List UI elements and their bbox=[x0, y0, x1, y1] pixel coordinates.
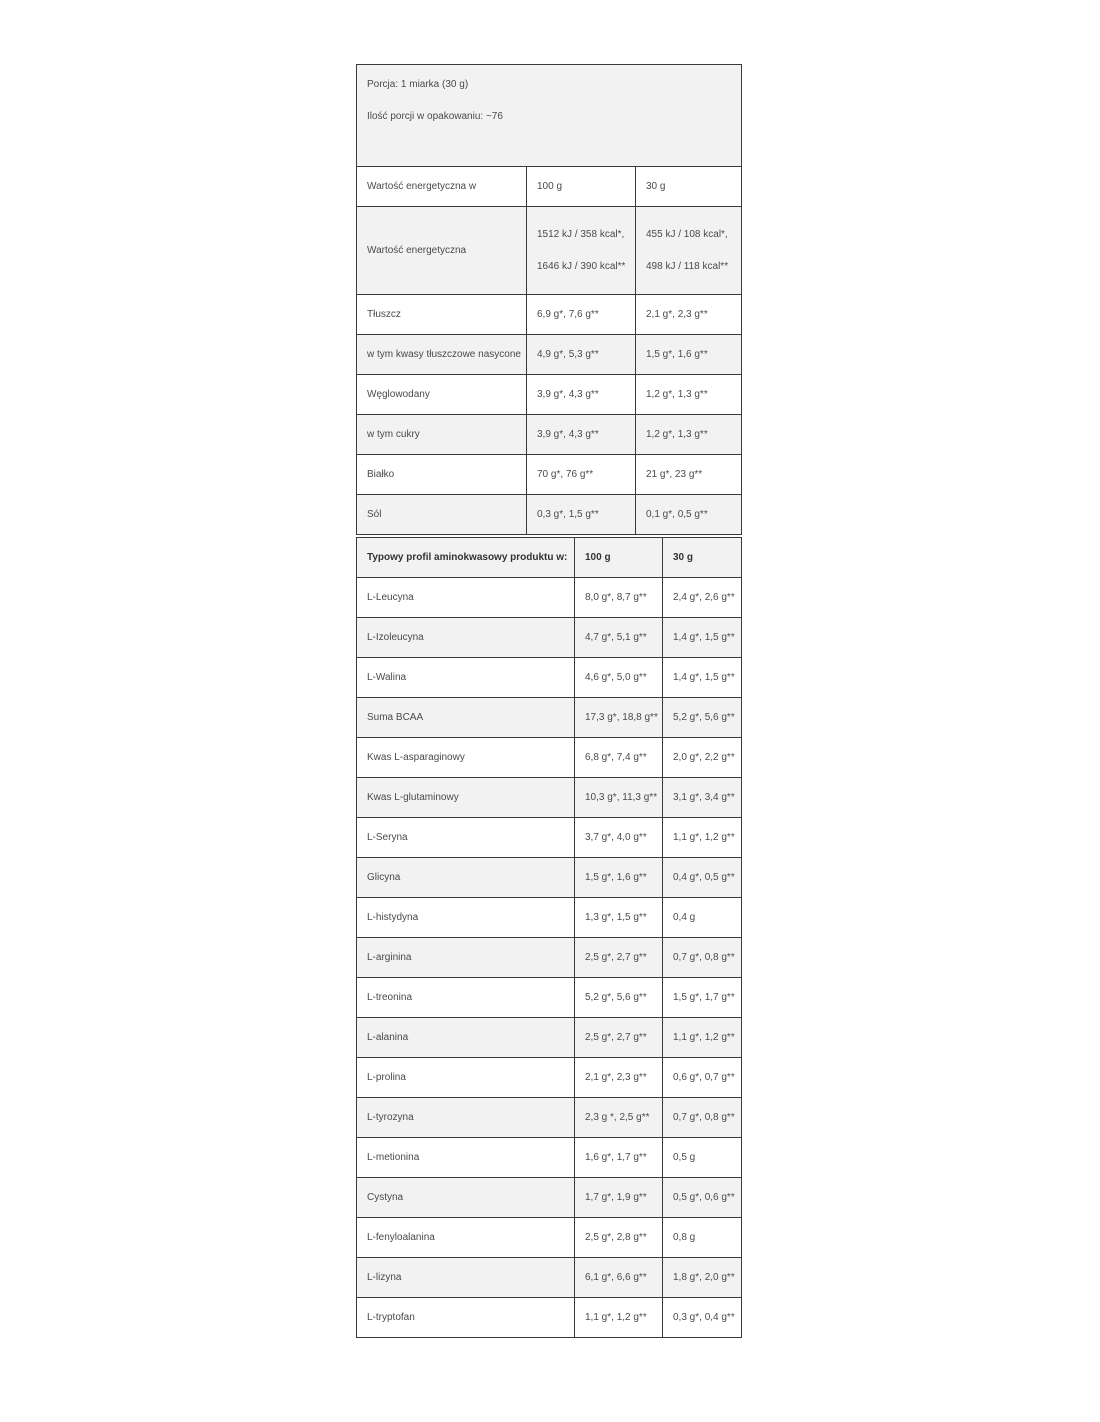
amino-30g: 0,4 g bbox=[663, 898, 742, 938]
amino-30g: 0,6 g*, 0,7 g** bbox=[663, 1058, 742, 1098]
nutrition-header-row bbox=[357, 167, 742, 207]
amino-row bbox=[357, 978, 742, 1018]
amino-row bbox=[357, 1138, 742, 1178]
nutrition-30g: 1,2 g*, 1,3 g** bbox=[636, 375, 742, 415]
amino-row bbox=[357, 1298, 742, 1338]
amino-row bbox=[357, 1098, 742, 1138]
amino-100g: 2,5 g*, 2,8 g** bbox=[575, 1218, 663, 1258]
amino-30g: 5,2 g*, 5,6 g** bbox=[663, 698, 742, 738]
amino-label: Glicyna bbox=[357, 858, 575, 898]
nutrition-row bbox=[357, 295, 742, 335]
portion-info-row bbox=[357, 65, 742, 167]
amino-100g: 2,5 g*, 2,7 g** bbox=[575, 1018, 663, 1058]
amino-row bbox=[357, 818, 742, 858]
amino-row bbox=[357, 618, 742, 658]
amino-label: L-Leucyna bbox=[357, 578, 575, 618]
amino-100g: 1,1 g*, 1,2 g** bbox=[575, 1298, 663, 1338]
energy-label: Wartość energetyczna bbox=[357, 207, 527, 295]
amino-30g: 0,7 g*, 0,8 g** bbox=[663, 938, 742, 978]
amino-100g: 6,8 g*, 7,4 g** bbox=[575, 738, 663, 778]
nutrition-label: w tym cukry bbox=[357, 415, 527, 455]
amino-row bbox=[357, 1058, 742, 1098]
amino-row bbox=[357, 1018, 742, 1058]
amino-label: Kwas L-glutaminowy bbox=[357, 778, 575, 818]
amino-label: L-Seryna bbox=[357, 818, 575, 858]
nutrition-100g: 3,9 g*, 4,3 g** bbox=[527, 415, 636, 455]
amino-100g: 4,6 g*, 5,0 g** bbox=[575, 658, 663, 698]
amino-30g: 0,5 g bbox=[663, 1138, 742, 1178]
nutrition-30g: 1,5 g*, 1,6 g** bbox=[636, 335, 742, 375]
amino-label: Cystyna bbox=[357, 1178, 575, 1218]
nutrition-100g: 3,9 g*, 4,3 g** bbox=[527, 375, 636, 415]
amino-label: Kwas L-asparaginowy bbox=[357, 738, 575, 778]
amino-label: L-tryptofan bbox=[357, 1298, 575, 1338]
amino-row bbox=[357, 1218, 742, 1258]
amino-100g: 8,0 g*, 8,7 g** bbox=[575, 578, 663, 618]
amino-label: L-Walina bbox=[357, 658, 575, 698]
amino-100g: 3,7 g*, 4,0 g** bbox=[575, 818, 663, 858]
nutrition-row bbox=[357, 415, 742, 455]
portion-size: Porcja: 1 miarka (30 g) bbox=[367, 79, 469, 90]
nutrition-table bbox=[356, 64, 742, 535]
amino-label: L-arginina bbox=[357, 938, 575, 978]
nutrition-label: Sól bbox=[357, 495, 527, 535]
nutrition-col-label: Wartość energetyczna w bbox=[357, 167, 527, 207]
amino-100g: 1,5 g*, 1,6 g** bbox=[575, 858, 663, 898]
energy-100g-line1: 1512 kJ / 358 kcal*, bbox=[537, 228, 625, 240]
amino-acid-table bbox=[356, 537, 742, 1338]
amino-30g: 2,0 g*, 2,2 g** bbox=[663, 738, 742, 778]
amino-30g: 3,1 g*, 3,4 g** bbox=[663, 778, 742, 818]
amino-row bbox=[357, 938, 742, 978]
amino-header-row bbox=[357, 538, 742, 578]
servings-count: Ilość porcji w opakowaniu: ~76 bbox=[367, 111, 503, 122]
portion-info-cell bbox=[357, 65, 742, 167]
amino-100g: 17,3 g*, 18,8 g** bbox=[575, 698, 663, 738]
energy-30g-line2: 498 kJ / 118 kcal** bbox=[646, 260, 729, 272]
amino-label: L-lizyna bbox=[357, 1258, 575, 1298]
amino-30g: 0,7 g*, 0,8 g** bbox=[663, 1098, 742, 1138]
amino-label: L-prolina bbox=[357, 1058, 575, 1098]
energy-30g bbox=[636, 207, 742, 295]
amino-label: L-fenyloalanina bbox=[357, 1218, 575, 1258]
nutrition-100g: 70 g*, 76 g** bbox=[527, 455, 636, 495]
amino-100g: 1,6 g*, 1,7 g** bbox=[575, 1138, 663, 1178]
energy-100g bbox=[527, 207, 636, 295]
amino-30g: 1,8 g*, 2,0 g** bbox=[663, 1258, 742, 1298]
amino-100g: 2,5 g*, 2,7 g** bbox=[575, 938, 663, 978]
nutrition-row bbox=[357, 455, 742, 495]
amino-row bbox=[357, 898, 742, 938]
amino-30g: 1,1 g*, 1,2 g** bbox=[663, 1018, 742, 1058]
amino-30g: 0,8 g bbox=[663, 1218, 742, 1258]
nutrition-row bbox=[357, 375, 742, 415]
nutrition-30g: 0,1 g*, 0,5 g** bbox=[636, 495, 742, 535]
energy-row bbox=[357, 207, 742, 295]
energy-100g-line2: 1646 kJ / 390 kcal** bbox=[537, 260, 626, 272]
amino-30g: 1,5 g*, 1,7 g** bbox=[663, 978, 742, 1018]
amino-100g: 4,7 g*, 5,1 g** bbox=[575, 618, 663, 658]
amino-col-30g: 30 g bbox=[663, 538, 742, 578]
amino-100g: 6,1 g*, 6,6 g** bbox=[575, 1258, 663, 1298]
nutrition-label: w tym kwasy tłuszczowe nasycone bbox=[357, 335, 527, 375]
amino-row bbox=[357, 698, 742, 738]
amino-col-100g: 100 g bbox=[575, 538, 663, 578]
amino-30g: 0,3 g*, 0,4 g** bbox=[663, 1298, 742, 1338]
amino-100g: 1,7 g*, 1,9 g** bbox=[575, 1178, 663, 1218]
amino-row bbox=[357, 778, 742, 818]
amino-row bbox=[357, 858, 742, 898]
amino-label: L-alanina bbox=[357, 1018, 575, 1058]
amino-label: L-Izoleucyna bbox=[357, 618, 575, 658]
nutrition-label: Węglowodany bbox=[357, 375, 527, 415]
amino-30g: 0,4 g*, 0,5 g** bbox=[663, 858, 742, 898]
amino-row bbox=[357, 578, 742, 618]
amino-row bbox=[357, 1258, 742, 1298]
amino-30g: 2,4 g*, 2,6 g** bbox=[663, 578, 742, 618]
amino-30g: 1,1 g*, 1,2 g** bbox=[663, 818, 742, 858]
amino-col-label: Typowy profil aminokwasowy produktu w: bbox=[357, 538, 575, 578]
amino-label: L-tyrozyna bbox=[357, 1098, 575, 1138]
nutrition-30g: 1,2 g*, 1,3 g** bbox=[636, 415, 742, 455]
nutrition-label: Białko bbox=[357, 455, 527, 495]
amino-label: L-histydyna bbox=[357, 898, 575, 938]
amino-100g: 10,3 g*, 11,3 g** bbox=[575, 778, 663, 818]
energy-30g-line1: 455 kJ / 108 kcal*, bbox=[646, 228, 728, 240]
nutrition-col-100g: 100 g bbox=[527, 167, 636, 207]
nutrition-30g: 21 g*, 23 g** bbox=[636, 455, 742, 495]
amino-30g: 0,5 g*, 0,6 g** bbox=[663, 1178, 742, 1218]
nutrition-100g: 6,9 g*, 7,6 g** bbox=[527, 295, 636, 335]
amino-label: L-treonina bbox=[357, 978, 575, 1018]
amino-100g: 5,2 g*, 5,6 g** bbox=[575, 978, 663, 1018]
amino-row bbox=[357, 658, 742, 698]
nutrition-100g: 4,9 g*, 5,3 g** bbox=[527, 335, 636, 375]
amino-100g: 2,3 g *, 2,5 g** bbox=[575, 1098, 663, 1138]
amino-row bbox=[357, 738, 742, 778]
amino-30g: 1,4 g*, 1,5 g** bbox=[663, 618, 742, 658]
nutrition-30g: 2,1 g*, 2,3 g** bbox=[636, 295, 742, 335]
nutrition-document bbox=[356, 64, 741, 1338]
amino-label: Suma BCAA bbox=[357, 698, 575, 738]
amino-row bbox=[357, 1178, 742, 1218]
amino-100g: 2,1 g*, 2,3 g** bbox=[575, 1058, 663, 1098]
nutrition-row bbox=[357, 495, 742, 535]
nutrition-100g: 0,3 g*, 1,5 g** bbox=[527, 495, 636, 535]
nutrition-row bbox=[357, 335, 742, 375]
amino-30g: 1,4 g*, 1,5 g** bbox=[663, 658, 742, 698]
nutrition-col-30g: 30 g bbox=[636, 167, 742, 207]
nutrition-label: Tłuszcz bbox=[357, 295, 527, 335]
amino-100g: 1,3 g*, 1,5 g** bbox=[575, 898, 663, 938]
amino-label: L-metionina bbox=[357, 1138, 575, 1178]
